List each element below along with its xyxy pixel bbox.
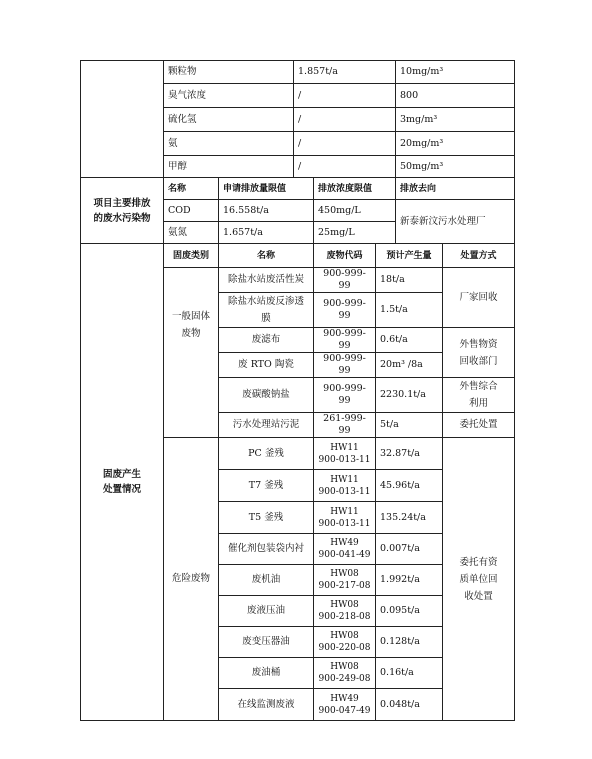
waste-amount: 32.87t/a [376,438,443,470]
column-header-name: 名称 [219,244,314,268]
waste-code-line2: 900-218-08 [318,612,371,622]
column-header-concentration-limit: 排放浓度限值 [314,178,396,200]
waste-code [314,565,376,596]
waste-code-line1: HW11 [330,506,359,517]
waste-name: 在线监测废液 [219,689,314,721]
waste-amount: 1.992t/a [376,565,443,596]
column-header-code: 废物代码 [314,244,376,268]
disposal-method [443,328,515,378]
waste-code-line2: 900-220-08 [318,643,371,653]
air-section-label-cell [81,61,164,179]
waste-amount: 18t/a [376,268,443,293]
disposal-line1: 外售物资 [459,338,498,350]
waste-code [314,596,376,627]
waste-name [219,293,314,328]
disposal-line1: 委托有资 [459,556,498,568]
waste-code-line2: 900-249-08 [318,674,371,684]
emission-concentration: 800 [396,84,515,108]
solid-waste-label-line1: 固废产生 [102,469,141,480]
waste-name: 废 RTO 陶瓷 [219,353,314,378]
waste-amount: 0.007t/a [376,534,443,565]
waste-code [314,502,376,534]
waste-code: 900-999-99 [314,328,376,353]
waste-code-line1: HW08 [330,569,359,579]
column-header-amount: 预计产生量 [376,244,443,268]
waste-code-line2: 900-047-49 [318,705,371,716]
waste-name: 污水处理站污泥 [219,413,314,438]
waste-amount: 1.5t/a [376,293,443,328]
waste-amount: 0.128t/a [376,627,443,658]
waste-amount: 0.048t/a [376,689,443,721]
waste-code [314,470,376,502]
waste-amount: 45.96t/a [376,470,443,502]
column-header-destination: 排放去向 [396,178,515,200]
emission-concentration: 50mg/m³ [396,156,515,179]
disposal-method: 委托处置 [443,413,515,438]
waste-code [314,627,376,658]
emission-amount: 16.558t/a [219,200,314,222]
table-header-row [81,178,515,200]
emission-concentration: 10mg/m³ [396,61,515,84]
air-emissions-table [80,60,515,179]
waste-name-line2: 膜 [261,313,271,324]
waste-code [314,658,376,689]
waste-code-line1: HW49 [330,693,359,704]
column-header-category: 固废类别 [164,244,219,268]
pollutant-name: 臭气浓度 [164,84,294,108]
disposal-line1: 外售综合 [459,381,498,392]
pollutant-name: 颗粒物 [164,61,294,84]
waste-name: 催化剂包装袋内衬 [219,534,314,565]
table-row [81,61,515,84]
waste-code-line2: 900-013-11 [318,486,371,497]
waste-name-line1: 除盐水站废反渗透 [227,296,304,307]
solid-waste-section-label [81,244,164,721]
waste-name: 废滤布 [219,328,314,353]
waste-amount: 135.24t/a [376,502,443,534]
waste-code: 900-999-99 [314,268,376,293]
pollutant-name: 氨氮 [164,222,219,244]
pollutant-name: 硫化氢 [164,108,294,132]
waste-name: PC 釜残 [219,438,314,470]
waste-name: T5 釜残 [219,502,314,534]
waste-code [314,534,376,565]
waste-code-line1: HW49 [330,538,359,548]
column-header-disposal: 处置方式 [443,244,515,268]
wastewater-table [80,177,515,244]
disposal-line2: 质单位回 [459,573,498,585]
column-header-name: 名称 [164,178,219,200]
table-header-row [81,244,515,268]
solid-waste-label-line2: 处置情况 [102,484,141,495]
waste-name: 废碳酸钠盐 [219,378,314,413]
waste-name: 除盐水站废活性炭 [219,268,314,293]
emission-concentration: 20mg/m³ [396,132,515,156]
emission-concentration: 3mg/m³ [396,108,515,132]
pollutant-name: 甲醇 [164,156,294,179]
waste-amount: 0.6t/a [376,328,443,353]
waste-amount: 5t/a [376,413,443,438]
waste-code-line1: HW08 [330,631,359,641]
waste-code-line1: HW11 [330,442,359,453]
waste-code-line2: 900-217-08 [318,581,371,591]
waste-code [314,689,376,721]
waste-code: 900-999-99 [314,293,376,328]
emission-amount: 1.857t/a [294,61,396,84]
waste-name: 废液压油 [219,596,314,627]
waste-name: 废机油 [219,565,314,596]
wastewater-label-line1: 项目主要排放 [93,197,151,209]
emission-concentration: 450mg/L [314,200,396,222]
waste-name: 废变压器油 [219,627,314,658]
general-category-line1: 一般固体 [171,311,210,322]
hazardous-waste-category: 危险废物 [164,438,219,721]
emission-amount: / [294,132,396,156]
hazardous-disposal-method [443,438,515,721]
emission-amount: 1.657t/a [219,222,314,244]
waste-amount: 20m³ /8a [376,353,443,378]
waste-code-line2: 900-041-49 [318,550,371,560]
disposal-method: 厂家回收 [443,268,515,328]
emission-amount: / [294,156,396,179]
general-category-line2: 废物 [181,328,201,339]
wastewater-label-line2: 的废水污染物 [93,212,151,224]
waste-code [314,438,376,470]
waste-amount: 0.16t/a [376,658,443,689]
waste-code: 900-999-99 [314,378,376,413]
waste-code-line1: HW08 [330,600,359,610]
disposal-line2: 回收部门 [459,355,498,367]
pollutant-name: COD [164,200,219,222]
waste-code-line2: 900-013-11 [318,518,371,529]
emission-concentration: 25mg/L [314,222,396,244]
solid-waste-table [80,243,515,721]
waste-code: 261-999-99 [314,413,376,438]
waste-name: 废油桶 [219,658,314,689]
waste-amount: 2230.1t/a [376,378,443,413]
general-waste-category [164,268,219,438]
emission-amount: / [294,108,396,132]
disposal-method [443,378,515,413]
waste-code: 900-999-99 [314,353,376,378]
waste-code-line2: 900-013-11 [318,454,371,465]
column-header-amount-limit: 申请排放量限值 [219,178,314,200]
emission-amount: / [294,84,396,108]
waste-code-line1: HW11 [330,474,359,485]
discharge-destination: 新泰新汶污水处理厂 [396,200,515,244]
waste-code-line1: HW08 [330,662,359,672]
pollutant-name: 氨 [164,132,294,156]
waste-amount: 0.095t/a [376,596,443,627]
wastewater-section-label [81,178,164,244]
disposal-line3: 收处置 [464,590,493,602]
disposal-line2: 利用 [468,398,488,409]
waste-name: T7 釜残 [219,470,314,502]
